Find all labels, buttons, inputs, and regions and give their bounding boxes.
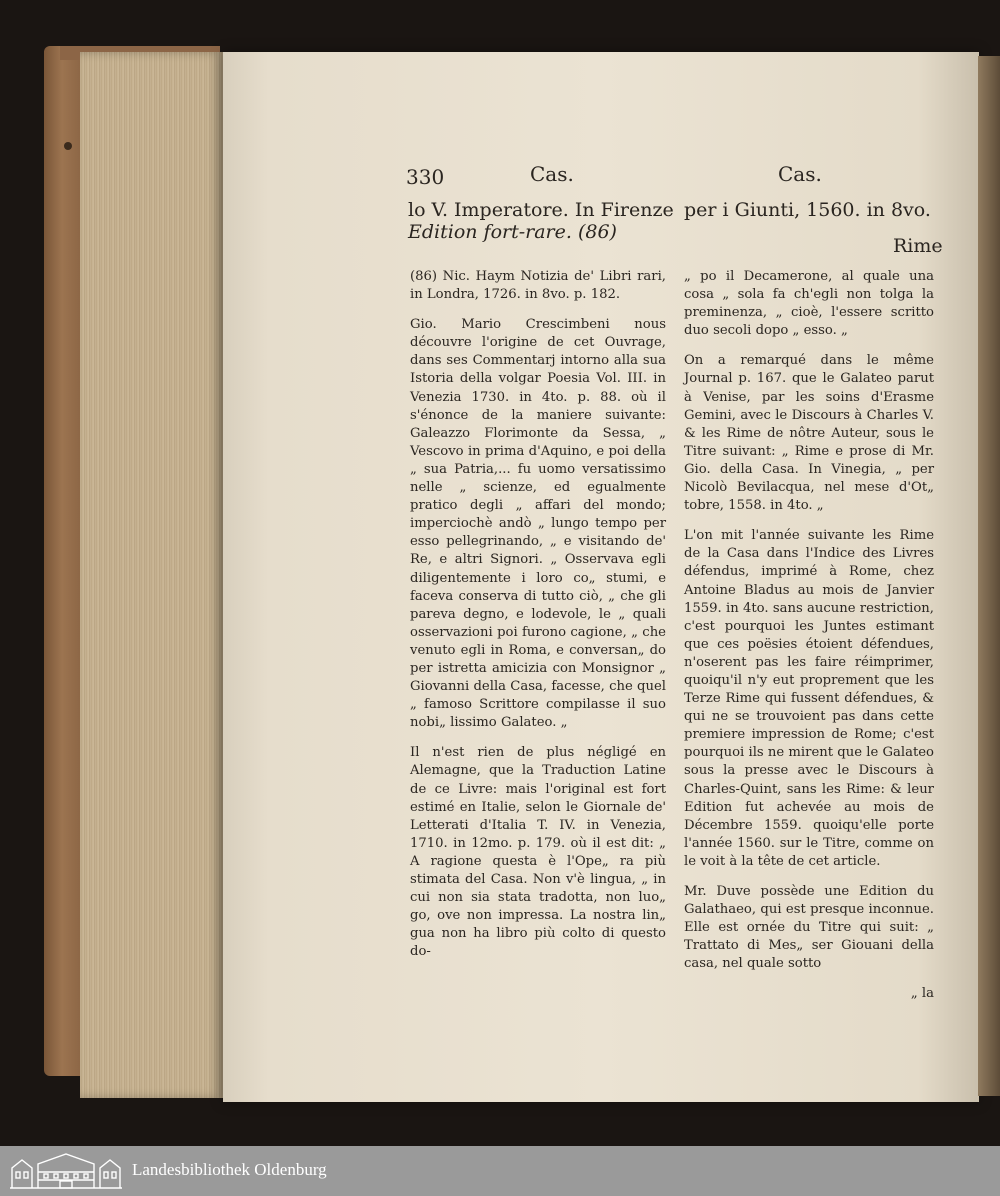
title-line-right: per i Giunti, 1560. in 8vo. — [684, 199, 931, 221]
library-name: Landesbibliothek Oldenburg — [132, 1160, 327, 1179]
catchword-rime: Rime — [893, 235, 943, 257]
catchword-la: „ la — [910, 986, 934, 1002]
paragraph-traduction: Il n'est rien de plus négligé en Alemagne, que la Traduction Latine de ce Livre: mais l'original est fort estimé en Italie, selon le Giornale de' Letterati d'Italia T. IV. in Venezia, 1710. in 12mo. p. 179. où il est dit: „ A ragione questa è l'Ope„ ra più stimata del Casa. Non v'è lingua, „ in cui non sia stata tradotta, non luo„ go, ove non impressa. La nostra lin„ gua non ha libro più colto di questo do- — [410, 745, 666, 960]
paragraph-duve: Mr. Duve possède une Edition du Galathaeo, qui est presque inconnue. Elle est ornée du Titre qui suit: „ Trattato di Mes„ ser Giouani della casa, nel quale sotto — [684, 884, 934, 972]
paragraph-crescimbeni: Gio. Mario Crescimbeni nous découvre l'origine de cet Ouvrage, dans ses Commentarj intorno alla sua Istoria della volgar Poesia Vol. III. in Venezia 1730. in 4to. p. 88. où il s'énonce de la maniere suivante: Galeazzo Florimonte da Sessa, „ Vescovo in prima d'Aquino, e poi della „ sua Patria,... fu uomo versatissimo nelle „ scienze, ed egualmente pratico degli „ affari del mondo; imperciochè andò „ lungo tempo per esso pellegrinando, „ e visitando de' Re, e altri Signori. „ Osservava egli diligentemente i loro co„ stumi, e faceva conserva di tutto ciò, „ che gli pareva degno, e lodevole, le „ quali osservazioni poi furono cagione, „ che venuto egli in Roma, e conversan„ do per istretta amicizia con Monsignor „ Giovanni della Casa, facesse, che quel „ famoso Scrittore compilasse il suo nobi„ lissimo Galateo. „ — [410, 317, 666, 731]
running-head-left: Cas. — [530, 162, 574, 186]
library-building-icon — [8, 1150, 124, 1192]
page-number: 330 — [406, 165, 445, 189]
right-column — [684, 268, 934, 1004]
paragraph-decamerone: „ po il Decamerone, al quale una cosa „ sola fa ch'egli non tolga la preminenza, „ cioè, l'essere scritto duo secoli dopo „ esso. „ — [684, 269, 934, 339]
title-line-edition: Edition fort-rare. (86) — [408, 221, 617, 243]
paragraph-journal: On a remarqué dans le même Journal p. 167. que le Galateo parut à Venise, par les soins d'Erasme Gemini, avec le Discours à Charles V. & les Rime de nôtre Auteur, sous le Titre suivant: „ Rime e prose di Mr. Gio. della Casa. In Vinegia, „ per Nicolò Bevilacqua, nel mese d'Ot„ tobre, 1558. in 4to. „ — [684, 353, 934, 514]
left-column — [410, 268, 666, 973]
title-line-left: lo V. Imperatore. In Firenze — [408, 199, 674, 221]
library-footer — [0, 1146, 1000, 1196]
footnote-86: (86) Nic. Haym Notizia de' Libri rari, in Londra, 1726. in 8vo. p. 182. — [410, 269, 666, 303]
running-head-right: Cas. — [778, 162, 822, 186]
paragraph-indice: L'on mit l'année suivante les Rime de la Casa dans l'Indice des Livres défendus, imprimé à Rome, chez Antoine Bladus au mois de Janvier 1559. in 4to. sans aucune restriction, c'est pourquoi les Juntes estimant que ces poësies étoient défendues, n'oserent pas les faire réimprimer, quoiqu'il n'y eut proprement que les Terze Rime qui fussent défendues, & qui ne se trouvoient pas dans cette premiere impression de Rome; c'est pourquoi ils ne mirent que le Galateo sous la presse avec le Discours à Charles-Quint, sans les Rime: & leur Edition fut achevée au mois de Décembre 1559. quoiqu'elle porte l'année 1560. sur le Titre, comme on le voit à la tête de cet article. — [684, 528, 934, 869]
